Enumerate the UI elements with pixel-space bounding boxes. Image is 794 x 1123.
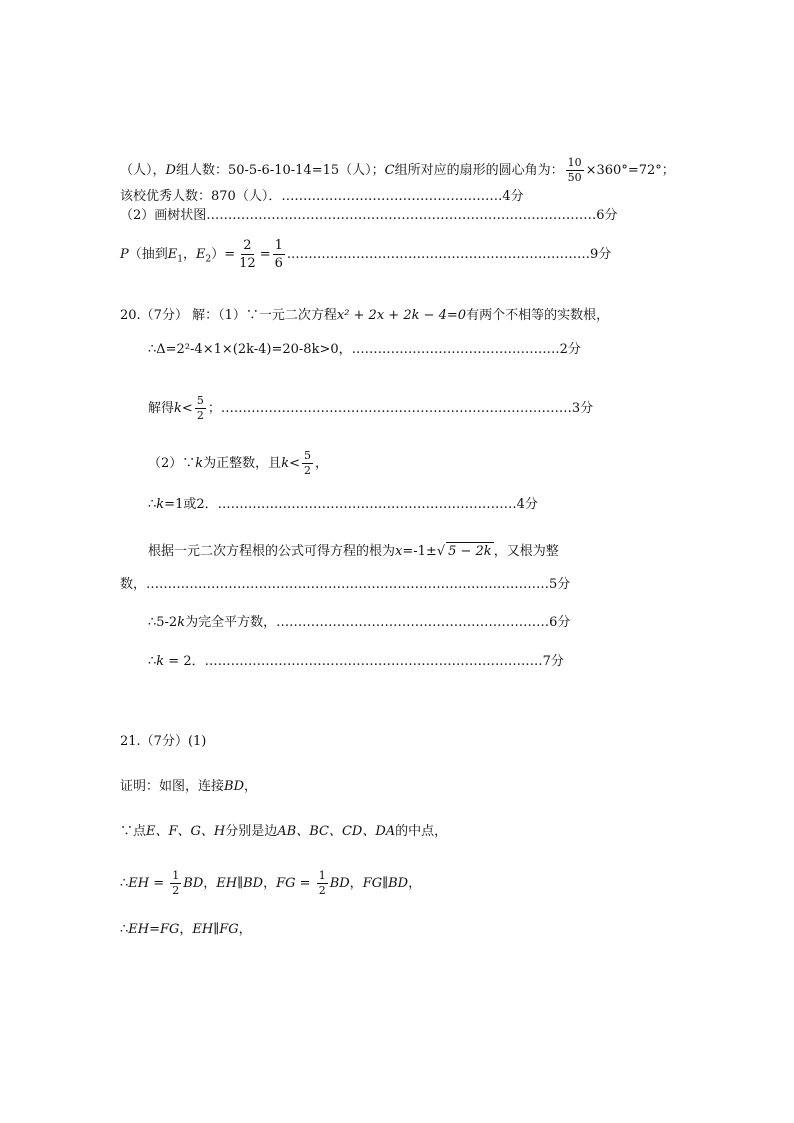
text: ， [183,247,197,262]
text: = [259,247,271,262]
text: 为完全平方数， [185,615,277,630]
score-dots: ………………………………………………………………………………6分 [206,208,618,223]
text: FG [276,876,296,891]
s21-line-4 [120,870,421,897]
s20-heading [120,307,609,325]
text: P [120,247,129,262]
text: AB、BC、CD、DA [277,824,396,839]
s21-heading [120,733,206,751]
text: ∴5-2 [148,615,178,630]
s20-line-3 [148,395,593,422]
numerator: 10 [567,156,582,169]
s20-line-9 [148,653,564,671]
text: 数， [120,577,147,592]
s19-line-4 [120,238,611,271]
text: 组所对应的扇形的圆心角为： [394,163,564,178]
text: 组人数：50-5-6-10-14=15（人）； [175,163,385,178]
text: ， [349,876,363,891]
fraction [195,395,206,422]
fraction [566,157,584,184]
score-dots: …………………………………………………………………………………5分 [146,577,571,592]
text: ∴ [148,654,157,669]
text: k [177,615,186,630]
text: 根据一元二次方程根的公式可得方程的根为 [148,544,396,559]
text: ， [203,876,217,891]
text: = [149,876,169,891]
text: ， [179,922,193,937]
text: 解得 [148,401,175,416]
numerator: 2 [243,238,252,253]
s20-line-5 [148,496,538,514]
denominator: 6 [274,256,283,271]
fraction [273,238,285,271]
text: ∵点 [120,824,147,839]
text: ∴ [148,497,157,512]
denominator: 50 [567,171,582,184]
fraction [317,870,328,897]
score-dots: ……………………………………………………………9分 [291,247,612,262]
text: （抽到 [128,247,168,262]
denominator: 2 [172,884,180,897]
s20-line-6 [148,542,559,561]
subscript: 2 [205,254,212,265]
text: （2）画树状图 [120,208,207,223]
text: = [295,876,315,891]
numerator: 1 [274,238,283,253]
s20-line-7 [120,576,570,594]
numerator: 5 [196,394,204,407]
numerator: 1 [318,869,326,882]
denominator: 12 [239,256,256,271]
text: x [395,544,403,559]
text: 有两个不相等的实数根， [466,308,610,323]
text: ， [244,779,258,794]
denominator: 2 [303,464,311,477]
text: = 2． [164,654,205,669]
text: < [181,401,193,416]
denominator: 2 [318,884,326,897]
sqrt-sign: √ [436,544,446,559]
radicand: 5 − 2k [448,544,492,559]
score-dots: ………………………………………………………………………3分 [220,401,594,416]
fraction [237,238,258,271]
s19-line-1 [120,157,675,184]
denominator: 2 [196,409,204,422]
text: k [195,456,204,471]
s20-line-4 [148,450,328,477]
score-dots: …………………………………………2分 [351,342,581,357]
text: （2）∵ [148,456,196,471]
text: k [156,497,165,512]
s21-line-5 [120,921,252,939]
text: ∴Δ=2²-4×1×(2k-4)=20-8k>0， [148,342,352,357]
text: BD [183,876,204,891]
text: EH [128,876,150,891]
text: EH∥BD [216,876,264,891]
text: FG∥BD [362,876,409,891]
subscript: 1 [177,254,183,265]
text: k [281,456,290,471]
text: BD [329,876,350,891]
equation: x² + 2x + 2k − 4=0 [336,308,467,323]
text: =1或2． [164,497,218,512]
text: ∴ [120,922,129,937]
text: BD [224,779,244,794]
text: 分别是边 [225,824,278,839]
s19-line-3 [120,207,618,225]
text: E、F、G、H [146,824,226,839]
text: ∴ [120,876,129,891]
fraction [170,870,181,897]
s21-line-2 [120,778,257,796]
text: D [165,163,176,178]
text: C [384,163,395,178]
text: ）= [211,247,236,262]
text: 21.（7分）(1) [120,734,207,749]
numerator: 1 [172,869,180,882]
text: ， [408,876,422,891]
text: 证明：如图，连接 [120,779,225,794]
score-dots: ……………………………………………………………………7分 [204,654,564,669]
text: EH∥FG [192,922,239,937]
text: EH=FG [128,922,180,937]
text: . [286,247,292,262]
text: 的中点， [395,824,448,839]
text: E [196,247,206,262]
text: 为正整数，且 [203,456,282,471]
text: （人）， [120,163,166,178]
text: ； [207,401,221,416]
s19-line-2 [120,188,524,206]
text: k [156,654,165,669]
text: ， [263,876,277,891]
score-dots: ……………………………………………………………4分 [217,497,538,512]
text: < [289,456,300,471]
s21-line-3 [120,823,447,841]
text: =-1± [402,544,437,559]
text: ×360°=72°； [585,163,675,178]
score-dots: ……………………………………………4分 [281,189,524,204]
numerator: 5 [303,449,311,462]
text: ，又根为整 [493,544,559,559]
text: ， [238,922,252,937]
text: ， [314,456,328,471]
text: k [174,401,182,416]
text: 该校优秀人数：870（人）． [120,189,282,204]
score-dots: ………………………………………………………6分 [276,615,571,630]
text: E [167,247,178,262]
fraction [302,450,313,477]
s20-line-8 [148,614,570,632]
s20-line-2 [148,341,581,359]
text: 20.（7分） 解：（1）∵一元二次方程 [120,308,337,323]
